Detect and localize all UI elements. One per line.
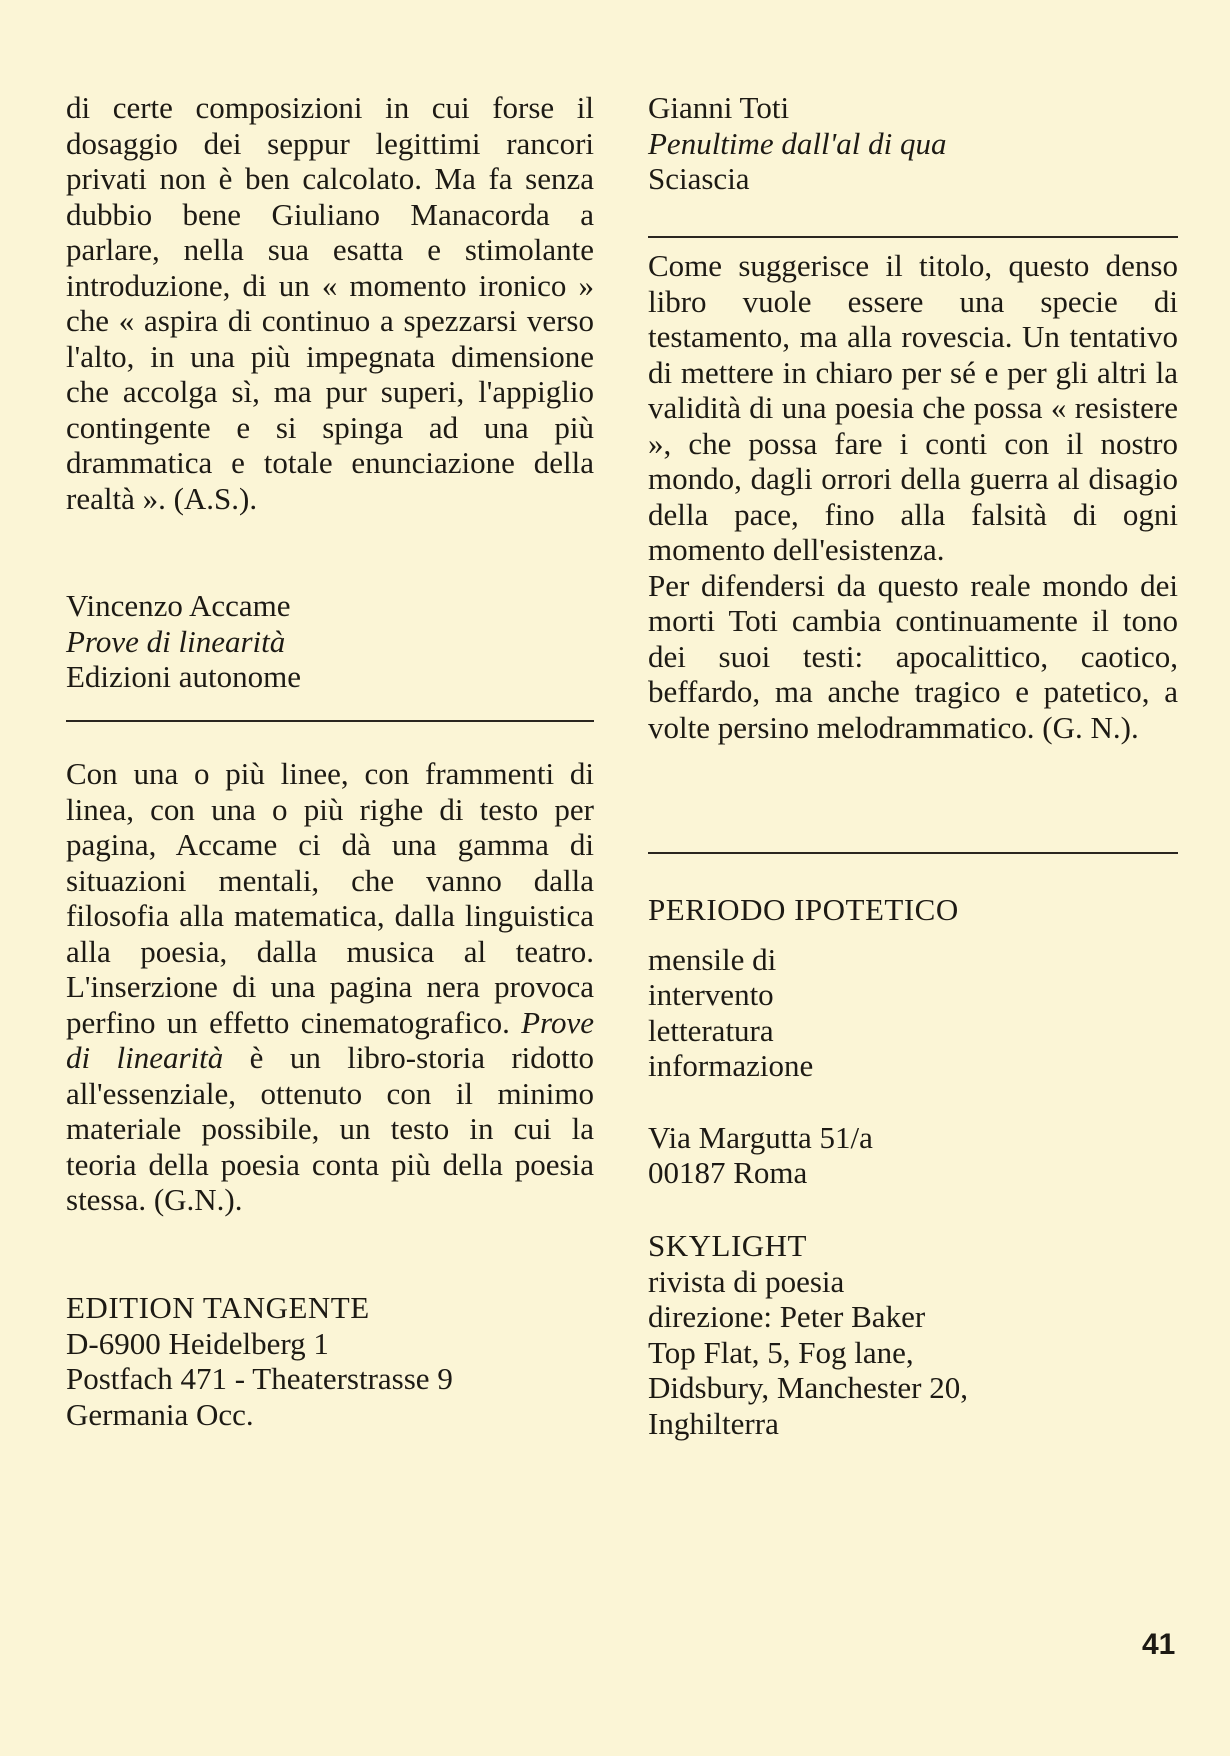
review-toti-body-block: [648, 248, 1178, 745]
review-body-part-2: è un libro-storia ridotto all'essenziale, ottenuto con il minimo materiale possibile, un testo in cui la teoria della poesia conta più della poesia stessa. (G.N.).: [66, 1040, 594, 1217]
page-number: 41: [1142, 1628, 1176, 1661]
periodical-line: mensile di: [648, 941, 777, 977]
skylight-block: [648, 1228, 1178, 1441]
review-accame: [66, 588, 594, 695]
address-line: D-6900 Heidelberg 1: [66, 1325, 329, 1361]
periodical-name: PERIODO IPOTETICO: [648, 892, 959, 927]
periodical-name: SKYLIGHT: [648, 1228, 807, 1263]
continuation-block: [66, 90, 594, 516]
address-line: Inghilterra: [648, 1405, 779, 1441]
periodical-line: intervento: [648, 977, 774, 1012]
address-line: Via Margutta 51/a: [648, 1119, 873, 1155]
continuation-paragraph: di certe composizioni in cui forse il dosaggio dei seppur legittimi rancori privati non è ben calcolato. Ma fa senza dubbio bene Giuliano Manacorda a parlare, nella sua esatta e stimolante introduzione, di un « momento ironico » che « aspira di continuo a spezzarsi verso l'alto, in una più impegnata dimensione che accolga sì, ma pur superi, l'appiglio contingente e si spinga ad una più drammatica e totale enunciazione della realtà ». (A.S.).: [66, 90, 594, 516]
edition-tangente-address: [66, 1290, 594, 1432]
periodico-block: [648, 892, 1178, 1191]
review-publisher: Edizioni autonome: [66, 659, 302, 694]
review-title: Penultime dall'al di qua: [648, 125, 947, 161]
review-publisher: Sciascia: [648, 161, 750, 196]
section-divider: [648, 852, 1178, 854]
address-line: Top Flat, 5, Fog lane,: [648, 1334, 914, 1370]
periodical-line: direzione: Peter Baker: [648, 1299, 926, 1334]
review-body-part-1: Con una o più linee, con frammenti di linea, con una o più righe di testo per pagina, Accame ci dà una gamma di situazioni mentali, che vanno dalla filosofia alla matematica, dalla linguistica alla poesia, dalla musica al teatro. L'inserzione di una pagina nera provoca perfino un effetto cinematografico.: [66, 756, 594, 1040]
review-body-title-ref: Prove di linearità: [66, 1004, 594, 1075]
review-toti: [648, 90, 1178, 197]
section-divider: [648, 236, 1178, 238]
periodical-line: rivista di poesia: [648, 1263, 845, 1299]
review-body: [66, 756, 594, 1218]
address-line: 00187 Roma: [648, 1155, 808, 1190]
section-divider: [66, 720, 594, 722]
periodical-line: informazione: [648, 1048, 814, 1083]
address-line: Germania Occ.: [66, 1396, 254, 1432]
review-divider-block: [648, 236, 1178, 238]
review-author: Gianni Toti: [648, 90, 790, 125]
address-line: Didsbury, Manchester 20,: [648, 1370, 968, 1405]
section-divider-block: [648, 852, 1178, 854]
address-line: Postfach 471 - Theaterstrasse 9: [66, 1361, 453, 1396]
review-body-second-paragraph: Per difendersi da questo reale mondo dei morti Toti cambia continuamente il tono dei suoi testi: apocalittico, caotico, beffardo, ma anche tragico e patetico, a volte persino melodrammatico. (G. N.).: [648, 567, 1178, 745]
review-author: Vincenzo Accame: [66, 588, 291, 623]
review-divider-block: [66, 720, 594, 722]
review-body: Come suggerisce il titolo, questo denso libro vuole essere una specie di testamento, ma alla rovescia. Un tentativo di mettere in chiaro per sé e per gli altri la validità di una poesia che possa « resistere », che possa fare i conti con il nostro mondo, dagli orrori della guerra al disagio della pace, fino alla falsità di ogni momento dell'esistenza.: [648, 248, 1178, 567]
periodical-line: letteratura: [648, 1012, 774, 1048]
publisher-name: EDITION TANGENTE: [66, 1290, 370, 1325]
review-title: Prove di linearità: [66, 623, 286, 659]
review-accame-body-block: [66, 756, 594, 1218]
